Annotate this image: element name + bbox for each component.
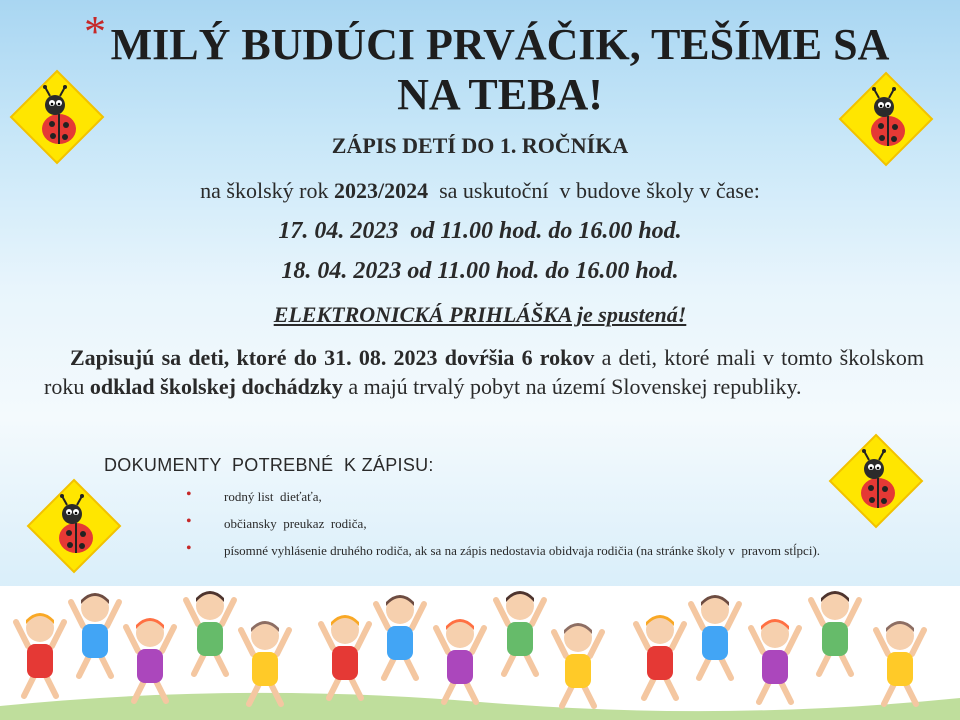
- eligibility-text-1: a deti, ktoré mali v tomto školskom roku: [44, 345, 924, 399]
- page-title: MILÝ BUDÚCI PRVÁČIK, TEŠÍME SA NA TEBA!: [110, 20, 890, 119]
- bullet-icon: •: [186, 486, 192, 503]
- list-item: [186, 542, 926, 559]
- list-item-text: občiansky preukaz rodiča,: [224, 516, 367, 531]
- title-bullet: *: [84, 7, 106, 56]
- subtitle: ZÁPIS DETÍ DO 1. ROČNÍKA: [331, 133, 629, 158]
- list-item: [186, 515, 926, 532]
- eligibility-bold-2: odklad školskej dochádzky: [89, 374, 343, 399]
- school-year-prefix: na školský rok: [200, 178, 334, 203]
- bullet-icon: •: [186, 513, 192, 530]
- eligibility-paragraph: [44, 343, 924, 401]
- bullet-icon: •: [186, 540, 192, 557]
- e-application-notice: ELEKTRONICKÁ PRIHLÁŠKA je spustená!: [273, 302, 687, 327]
- documents-heading: DOKUMENTY POTREBNÉ K ZÁPISU:: [104, 455, 434, 475]
- date-line-2: 18. 04. 2023 od 11.00 hod. do 16.00 hod.: [281, 258, 679, 284]
- list-item: [186, 488, 926, 505]
- jumping-children-illustration: [0, 586, 960, 720]
- documents-list: [186, 488, 926, 569]
- school-year-suffix: sa uskutoční v budove školy v čase:: [428, 178, 760, 203]
- eligibility-text-2: a majú trvalý pobyt na území Slovenskej republiky.: [342, 374, 802, 399]
- list-item-text: rodný list dieťaťa,: [224, 489, 322, 504]
- ladybug-sign-icon: [24, 476, 124, 576]
- eligibility-bold-1: Zapisujú sa deti, ktoré do 31. 08. 2023 dovŕšia 6 rokov: [70, 345, 595, 370]
- school-year-value: 2023/2024: [333, 178, 429, 203]
- list-item-text: písomné vyhlásenie druhého rodiča, ak sa na zápis nedostavia obidvaja rodičia (na stránke školy v pravom stĺpci).: [224, 543, 821, 558]
- school-year-line: [0, 178, 960, 204]
- date-line-1: 17. 04. 2023 od 11.00 hod. do 16.00 hod.: [278, 218, 682, 244]
